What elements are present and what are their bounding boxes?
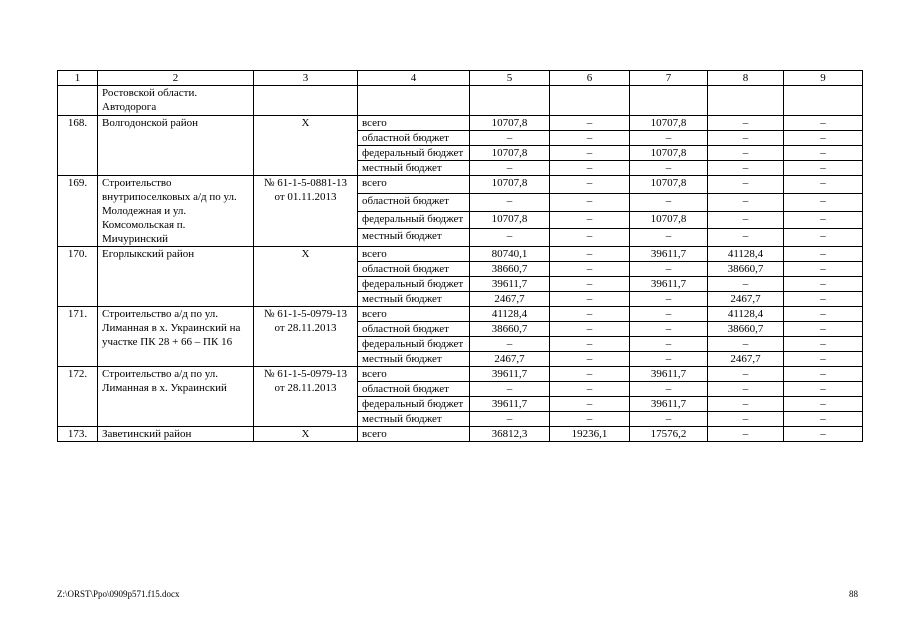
table-cell: – <box>708 382 784 397</box>
table-cell <box>630 86 708 116</box>
table-cell: – <box>550 352 630 367</box>
table-cell: – <box>550 161 630 176</box>
table-row <box>58 427 863 442</box>
table-cell: – <box>470 229 550 247</box>
table-cell: – <box>470 337 550 352</box>
table-cell: – <box>708 161 784 176</box>
table-cell: – <box>550 337 630 352</box>
table-cell: – <box>470 412 550 427</box>
table-cell <box>708 86 784 116</box>
table-cell: – <box>550 131 630 146</box>
table-cell: – <box>630 229 708 247</box>
table-cell: – <box>550 116 630 131</box>
table-cell: федеральный бюджет <box>358 277 470 292</box>
table-cell: 39611,7 <box>630 277 708 292</box>
table-cell: 169. <box>58 176 98 247</box>
table-body <box>58 71 863 442</box>
table-cell <box>358 86 470 116</box>
table-cell: 4 <box>358 71 470 86</box>
table-cell <box>254 86 358 116</box>
table-cell: – <box>784 176 863 194</box>
table-cell: 173. <box>58 427 98 442</box>
table-row <box>58 307 863 322</box>
table-row <box>58 247 863 262</box>
table-cell: 80740,1 <box>470 247 550 262</box>
table-cell <box>550 86 630 116</box>
table-cell: № 61-1-5-0979-13 от 28.11.2013 <box>254 307 358 367</box>
table-cell: Х <box>254 116 358 176</box>
table-cell: № 61-1-5-0979-13 от 28.11.2013 <box>254 367 358 427</box>
budget-table <box>57 70 863 442</box>
table-cell: местный бюджет <box>358 229 470 247</box>
footer-file-path: Z:\ORST\Ppo\0909p571.f15.docx <box>57 589 180 599</box>
table-cell: 2467,7 <box>470 352 550 367</box>
table-cell: – <box>708 176 784 194</box>
table-cell: – <box>550 176 630 194</box>
table-cell: – <box>708 116 784 131</box>
table-cell: 2467,7 <box>708 352 784 367</box>
table-cell: Х <box>254 247 358 307</box>
table-cell: – <box>708 277 784 292</box>
table-cell: – <box>708 131 784 146</box>
table-cell: местный бюджет <box>358 412 470 427</box>
table-cell: – <box>550 412 630 427</box>
table-cell: – <box>550 193 630 211</box>
table-cell: – <box>784 262 863 277</box>
table-cell: областной бюджет <box>358 262 470 277</box>
table-row <box>58 367 863 382</box>
table-cell: 6 <box>550 71 630 86</box>
table-cell: – <box>630 262 708 277</box>
table-cell: 5 <box>470 71 550 86</box>
table-cell: – <box>630 322 708 337</box>
table-cell: 172. <box>58 367 98 427</box>
table-cell: – <box>708 367 784 382</box>
table-cell: 2467,7 <box>708 292 784 307</box>
table-cell: федеральный бюджет <box>358 397 470 412</box>
table-cell: 19236,1 <box>550 427 630 442</box>
table-cell: – <box>708 412 784 427</box>
table-cell: – <box>550 146 630 161</box>
table-cell: – <box>784 229 863 247</box>
table-cell: – <box>784 337 863 352</box>
table-cell: Волгодонской район <box>98 116 254 176</box>
table-cell: – <box>550 292 630 307</box>
table-cell: 38660,7 <box>470 322 550 337</box>
table-cell: 38660,7 <box>470 262 550 277</box>
table-cell: – <box>708 211 784 229</box>
table-cell: Егорлыкский район <box>98 247 254 307</box>
table-cell: 10707,8 <box>630 176 708 194</box>
table-cell: – <box>708 193 784 211</box>
table-cell: – <box>708 397 784 412</box>
continuation-row <box>58 86 863 116</box>
table-cell: – <box>630 193 708 211</box>
table-cell: – <box>550 382 630 397</box>
table-cell: 171. <box>58 307 98 367</box>
table-cell: 39611,7 <box>470 367 550 382</box>
table-row <box>58 116 863 131</box>
table-cell: – <box>784 322 863 337</box>
table-cell: 10707,8 <box>630 116 708 131</box>
table-cell: – <box>784 146 863 161</box>
table-cell: 9 <box>784 71 863 86</box>
table-cell: 41128,4 <box>708 307 784 322</box>
table-cell: всего <box>358 176 470 194</box>
table-cell: 168. <box>58 116 98 176</box>
table-cell: № 61-1-5-0881-13 от 01.11.2013 <box>254 176 358 247</box>
table-cell: – <box>784 211 863 229</box>
column-number-row <box>58 71 863 86</box>
table-cell: – <box>784 427 863 442</box>
table-cell: Заветинский район <box>98 427 254 442</box>
table-cell: – <box>470 161 550 176</box>
table-cell: – <box>550 322 630 337</box>
table-cell: 38660,7 <box>708 322 784 337</box>
table-cell: Строительство внутрипоселковых а/д по ул. Молодежная и ул. Комсомольская п. Мичуринский <box>98 176 254 247</box>
table-cell: 3 <box>254 71 358 86</box>
table-cell: – <box>550 247 630 262</box>
table-cell: – <box>708 146 784 161</box>
table-cell: всего <box>358 116 470 131</box>
table-cell: – <box>630 382 708 397</box>
table-cell: – <box>708 337 784 352</box>
table-cell: 2467,7 <box>470 292 550 307</box>
table-cell: 39611,7 <box>630 367 708 382</box>
table-cell: всего <box>358 307 470 322</box>
table-cell: – <box>784 193 863 211</box>
table-cell: областной бюджет <box>358 131 470 146</box>
table-cell: – <box>784 352 863 367</box>
table-cell: – <box>470 382 550 397</box>
table-cell: – <box>784 397 863 412</box>
table-cell: – <box>550 367 630 382</box>
table-cell: 41128,4 <box>708 247 784 262</box>
table-cell: федеральный бюджет <box>358 211 470 229</box>
table-cell: – <box>784 367 863 382</box>
table-cell: – <box>630 352 708 367</box>
table-cell: – <box>550 229 630 247</box>
table-cell: 170. <box>58 247 98 307</box>
table-cell: 10707,8 <box>630 146 708 161</box>
table-cell: – <box>630 292 708 307</box>
table-cell: – <box>784 292 863 307</box>
table-cell: Строительство а/д по ул. Лиманная в х. Украинский <box>98 367 254 427</box>
table-cell: – <box>708 229 784 247</box>
table-cell: – <box>630 337 708 352</box>
table-cell <box>470 86 550 116</box>
footer-page-number: 88 <box>849 589 858 599</box>
table-cell: 39611,7 <box>630 397 708 412</box>
table-cell: – <box>630 131 708 146</box>
table-cell: 10707,8 <box>470 211 550 229</box>
table-cell: – <box>470 193 550 211</box>
table-row <box>58 176 863 194</box>
table-cell <box>58 86 98 116</box>
table-cell: Ростовской области. Автодорога <box>98 86 254 116</box>
table-cell: местный бюджет <box>358 161 470 176</box>
table-cell: – <box>784 382 863 397</box>
table-cell: – <box>630 161 708 176</box>
table-cell: 2 <box>98 71 254 86</box>
table-cell: – <box>550 262 630 277</box>
table-cell: – <box>550 211 630 229</box>
table-cell: 1 <box>58 71 98 86</box>
table-cell: – <box>708 427 784 442</box>
table-cell: – <box>470 131 550 146</box>
table-cell: 10707,8 <box>470 146 550 161</box>
table-cell: 7 <box>630 71 708 86</box>
table-cell: – <box>550 397 630 412</box>
table-cell: 38660,7 <box>708 262 784 277</box>
table-cell: – <box>630 307 708 322</box>
table-cell: 39611,7 <box>470 277 550 292</box>
table-cell: 39611,7 <box>470 397 550 412</box>
table-cell: – <box>784 307 863 322</box>
table-cell: местный бюджет <box>358 352 470 367</box>
table-cell: 39611,7 <box>630 247 708 262</box>
table-cell: Строительство а/д по ул. Лиманная в х. Украинский на участке ПК 28 + 66 – ПК 16 <box>98 307 254 367</box>
table-cell: – <box>784 131 863 146</box>
table-cell <box>784 86 863 116</box>
table-cell: федеральный бюджет <box>358 146 470 161</box>
table-cell: федеральный бюджет <box>358 337 470 352</box>
table-cell: областной бюджет <box>358 193 470 211</box>
table-cell: 10707,8 <box>630 211 708 229</box>
table-cell: – <box>784 161 863 176</box>
table-cell: 10707,8 <box>470 176 550 194</box>
table-cell: 41128,4 <box>470 307 550 322</box>
table-cell: всего <box>358 427 470 442</box>
table-cell: – <box>630 412 708 427</box>
table-cell: – <box>784 277 863 292</box>
table-cell: местный бюджет <box>358 292 470 307</box>
table-cell: областной бюджет <box>358 382 470 397</box>
table-cell: Х <box>254 427 358 442</box>
table-cell: – <box>784 116 863 131</box>
table-cell: – <box>784 412 863 427</box>
table-cell: всего <box>358 247 470 262</box>
table-cell: 8 <box>708 71 784 86</box>
table-cell: – <box>550 307 630 322</box>
table-cell: 36812,3 <box>470 427 550 442</box>
table-cell: – <box>784 247 863 262</box>
table-cell: областной бюджет <box>358 322 470 337</box>
table-cell: 10707,8 <box>470 116 550 131</box>
table-cell: – <box>550 277 630 292</box>
table-cell: 17576,2 <box>630 427 708 442</box>
table-cell: всего <box>358 367 470 382</box>
